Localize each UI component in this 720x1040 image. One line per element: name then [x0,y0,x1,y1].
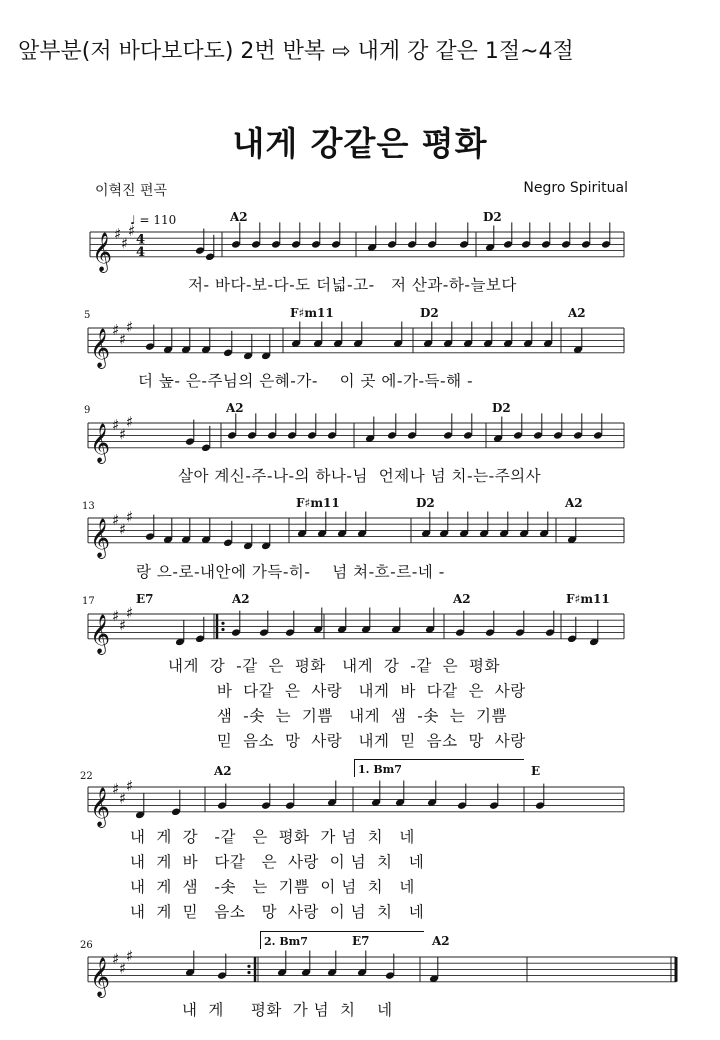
top-instruction: 앞부분(저 바다보다도) 2번 반복 ⇨ 내게 강 같은 1절~4절 [18,39,574,64]
repeat-dot [247,965,250,968]
sharp-icon: ♯ [126,508,134,527]
chord-symbol: D2 [492,401,511,415]
sharp-icon: ♯ [126,777,134,796]
lyric-line: 내 게 바 다같 은 사랑 이 넘 치 네 [130,853,425,871]
sharp-icon: ♯ [114,225,122,244]
volta-number: 2. [264,935,276,948]
treble-clef-icon: 𝄞 [90,327,111,368]
sharp-icon: ♯ [126,604,134,623]
chord-symbol: A2 [214,764,232,778]
treble-clef-icon: 𝄞 [90,956,111,997]
chord-symbol: A2 [568,306,586,320]
measure-number: 9 [84,405,91,416]
chord-symbol: F♯m11 [566,592,610,606]
chord-symbol: E [531,764,541,778]
chord-symbol: E7 [352,934,370,948]
chord-symbol: D2 [483,210,502,224]
measure-number: 26 [80,940,93,951]
repeat-dot [221,628,224,631]
volta-number: 1. [358,763,370,776]
lyric-line: 내게 강 -같 은 평화 내게 강 -같 은 평화 [168,657,500,675]
measure-number: 22 [80,771,93,782]
sharp-icon: ♯ [112,321,120,340]
sharp-icon: ♯ [112,511,120,530]
chord-symbol: D2 [420,306,439,320]
chord-symbol: Bm7 [279,935,308,948]
sharp-icon: ♯ [112,416,120,435]
chord-symbol: A2 [230,210,248,224]
treble-clef-icon: 𝄞 [90,613,111,654]
sharp-icon: ♯ [121,234,129,253]
first-ending-bracket [354,759,524,777]
lyric-line: 바 다같 은 사랑 내게 바 다같 은 사랑 [168,682,526,700]
lyric-line: 내 게 샘 -솟 는 기쁨 이 넘 치 네 [130,878,415,896]
sharp-icon: ♯ [119,425,127,444]
lyric-line: 랑 으-로-내안에 가득-히- 넘 쳐-흐-르-네 - [136,563,445,581]
chord-symbol: F♯m11 [296,496,340,510]
chord-symbol: A2 [453,592,471,606]
chord-symbol: D2 [416,496,435,510]
sharp-icon: ♯ [119,520,127,539]
lyric-line: 내 게 강 -같 은 평화 가 넘 치 네 [130,828,415,846]
repeat-dot [247,971,250,974]
treble-clef-icon: 𝄞 [90,517,111,558]
sharp-icon: ♯ [126,413,134,432]
time-signature-bottom: 4 [136,244,146,260]
chord-symbol: A2 [226,401,244,415]
lyric-line: 저- 바다-보-다-도 더넓-고- 저 산과-하-늘보다 [188,276,517,294]
arranger-credit: 이혁진 편곡 [95,183,168,199]
lyric-line: 내 게 믿 음소 망 사랑 이 넘 치 네 [130,903,425,921]
chord-symbol: Bm7 [373,763,402,776]
chord-symbol: E7 [136,592,154,606]
chord-symbol: F♯m11 [290,306,334,320]
chord-symbol: A2 [432,934,450,948]
treble-clef-icon: 𝄞 [90,786,111,827]
sharp-icon: ♯ [119,330,127,349]
sharp-icon: ♯ [119,959,127,978]
sharp-icon: ♯ [126,947,134,966]
measure-number: 5 [84,310,91,321]
second-ending-bracket [260,931,424,949]
lyric-line: 살아 계신-주-나-의 하나-님 언제나 넘 치-는-주의사 [178,467,542,485]
time-signature-top: 4 [136,232,146,248]
measure-number: 13 [82,501,95,512]
sharp-icon: ♯ [112,950,120,969]
lyric-line: 더 높- 은-주님의 은혜-가- 이 곳 에-가-득-해 - [138,372,474,390]
treble-clef-icon: 𝄞 [92,231,113,272]
sharp-icon: ♯ [126,318,134,337]
repeat-dot [221,622,224,625]
lyric-line: 내 게 평화 가 넘 치 네 [182,1001,393,1019]
origin-credit: Negro Spiritual [523,180,628,196]
treble-clef-icon: 𝄞 [90,422,111,463]
tempo-mark: ♩ = 110 [130,213,177,227]
measure-number: 17 [82,596,95,607]
chord-symbol: A2 [232,592,250,606]
sharp-icon: ♯ [128,222,136,241]
sharp-icon: ♯ [119,789,127,808]
lyric-line: 믿 음소 망 사랑 내게 믿 음소 망 사랑 [168,732,526,750]
sharp-icon: ♯ [119,616,127,635]
sharp-icon: ♯ [112,780,120,799]
song-title: 내게 강같은 평화 [232,124,488,163]
chord-symbol: A2 [565,496,583,510]
sharp-icon: ♯ [112,607,120,626]
lyric-line: 샘 -솟 는 기쁨 내게 샘 -솟 는 기쁨 [168,707,507,725]
